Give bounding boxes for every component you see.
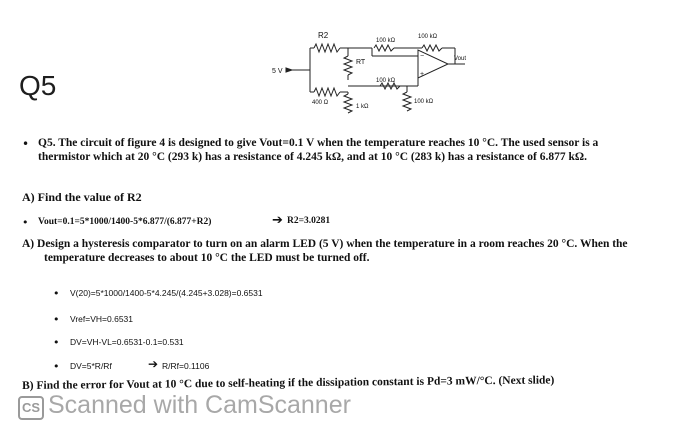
part-a-heading: A) Find the value of R2 xyxy=(22,190,142,204)
part-a2-line-2: temperature decreases to about 10 °C the LED must be turned off. xyxy=(44,252,370,264)
step-4-result: R/Rf=0.1106 xyxy=(162,361,210,371)
circuit-diagram xyxy=(270,20,480,120)
slide-number: Q5 xyxy=(19,70,57,101)
svg-text:−: − xyxy=(420,53,425,60)
question-line-1: Q5. The circuit of figure 4 is designed to give Vout=0.1 V when the temperature reaches 10 °C. The used sensor is a xyxy=(38,137,599,149)
label-r-bottom: 100 kΩ xyxy=(414,99,434,105)
part-a-calc: Vout=0.1=5*1000/1400-5*6.877/(6.877+R2) xyxy=(38,217,212,227)
part-b-line: B) Find the error for Vout at 10 °C due to self-heating if the dissipation constant is Pd=3 mW/°C. (Next slide) xyxy=(22,374,555,392)
part-a-result: R2=3.0281 xyxy=(287,216,331,226)
label-r-top-2: 100 kΩ xyxy=(418,34,438,40)
svg-text:+: + xyxy=(420,71,425,78)
step-1: V(20)=5*1000/1400-5*4.245/(4.245+3.028)=0.6531 xyxy=(70,288,263,298)
label-r-top-1: 100 kΩ xyxy=(376,38,396,44)
label-source: 5 V xyxy=(272,68,283,75)
step-3: DV=VH-VL=0.6531-0.1=0.531 xyxy=(70,337,184,347)
step-bullet: • xyxy=(53,313,60,326)
part-a-arrow: ➔ xyxy=(272,213,283,228)
step-2: Vref=VH=0.6531 xyxy=(70,314,134,324)
camscanner-logo-icon: CS xyxy=(18,396,44,420)
label-r-400: 400 Ω xyxy=(312,100,329,106)
label-r-mid: 100 kΩ xyxy=(376,78,396,84)
question-bullet: • xyxy=(22,137,30,151)
part-a-calc-bullet: • xyxy=(22,216,29,229)
label-rt: RT xyxy=(356,59,366,66)
camscanner-text: Scanned with CamScanner xyxy=(48,391,351,419)
question-line-2: thermistor which at 20 °C (293 k) has a resistance of 4.245 kΩ, and at 10 °C (283 k) has a resistance of 6.877 kΩ. xyxy=(38,151,587,163)
label-r-1k: 1 kΩ xyxy=(356,104,369,110)
step-bullet: • xyxy=(53,287,60,300)
step-bullet: • xyxy=(53,360,60,373)
step-4: DV=5*R/Rf xyxy=(70,361,112,371)
label-r2: R2 xyxy=(318,31,329,40)
label-vout: Vout xyxy=(454,56,467,62)
step-4-arrow: ➔ xyxy=(148,357,159,371)
step-bullet: • xyxy=(53,336,60,349)
part-a2-line-1: A) Design a hysteresis comparator to turn on an alarm LED (5 V) when the temperature in a room reaches 20 °C. When the xyxy=(22,238,628,250)
